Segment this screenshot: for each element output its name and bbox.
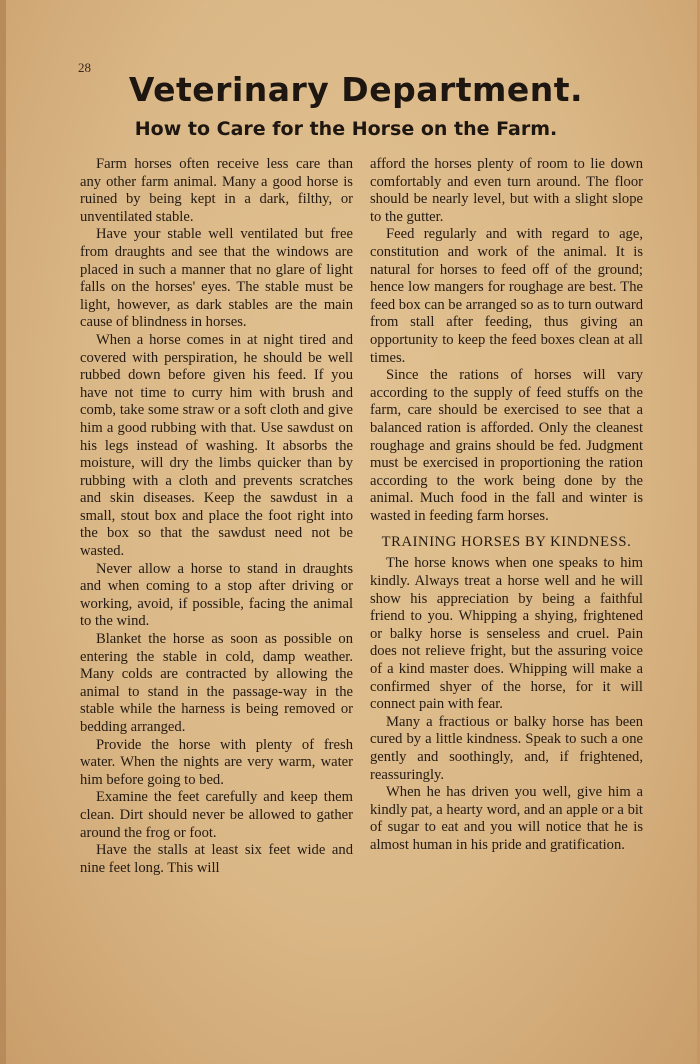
article-subtitle: How to Care for the Horse on the Farm. — [134, 118, 558, 140]
paragraph: When a horse comes in at night tired and covered with perspiration, he should be well rubbed down before given his feed. If you have not time to curry him with brush and comb, take some straw or a soft cloth and give him a good rubbing with that. Use sawdust on his legs instead of washing. It absorbs the moisture, will dry the limbs quicker than by rubbing with a cloth and prevents scratches and skin diseases. Keep the sawdust in a small, stout box and place the foot right into the box so that the sawdust need not be wasted. — [80, 331, 353, 560]
paragraph: Many a fractious or balky horse has been cured by a little kindness. Speak to such a one gently and soothingly, and, if frightened, reassuringly. — [370, 713, 643, 783]
paragraph: Never allow a horse to stand in draughts and when coming to a stop after driving or working, avoid, if possible, facing the animal to the wind. — [80, 560, 353, 630]
paragraph: Feed regularly and with regard to age, constitution and work of the animal. It is natural for horses to feed off of the ground; hence low mangers for roughage are best. The feed box can be arranged so as to turn outward from stall after feeding, thus giving an opportunity to keep the feed boxes clean at all times. — [370, 226, 643, 366]
paragraph: Have your stable well ventilated but free from draughts and see that the windows are placed in such a manner that no glare of light falls on the horses' eyes. The stable must be light, however, as dark stables are the main cause of blindness in horses. — [80, 226, 353, 331]
paragraph: afford the horses plenty of room to lie down comfortably and even turn around. The floor should be nearly level, but with a slight slope to the gutter. — [370, 156, 643, 225]
right-column — [370, 156, 643, 855]
paragraph: Examine the feet carefully and keep them clean. Dirt should never be allowed to gather around the frog or foot. — [80, 789, 353, 841]
page-title: Veterinary Department. — [128, 70, 584, 109]
paragraph: Since the rations of horses will vary according to the supply of feed stuffs on the farm, care should be exercised to see that a balanced ration is afforded. Only the cleanest roughage and grains should be fed. Judgment must be exercised in proportioning the ration according to the work being done by the animal. Much food in the fall and winter is wasted in feeding farm horses. — [370, 367, 643, 524]
paragraph: When he has driven you well, give him a kindly pat, a hearty word, and an apple or a bit of sugar to eat and you will notice that he is almost human in his pride and gratification. — [370, 784, 643, 853]
paragraph: Farm horses often receive less care than any other farm animal. Many a good horse is ruined by being kept in a dark, filthy, or unventilated stable. — [80, 156, 353, 225]
section-heading: TRAINING HORSES BY KINDNESS. — [381, 534, 632, 551]
paragraph: Provide the horse with plenty of fresh water. When the nights are very warm, water him before going to bed. — [80, 736, 353, 788]
paragraph: Blanket the horse as soon as possible on entering the stable in cold, damp weather. Many colds are contracted by allowing the animal to stand in the passage-way in the stable while the harness is being removed or bedding arranged. — [80, 631, 353, 735]
paragraph: Have the stalls at least six feet wide and nine feet long. This will — [80, 842, 353, 876]
left-column — [80, 156, 353, 877]
paragraph: The horse knows when one speaks to him kindly. Always treat a horse well and he will show his appreciation by being a faithful friend to you. Whipping a shying, frightened or balky horse is senseless and cruel. Pain does not relieve fright, but the assuring voice of a kind master does. Whipping will make a confirmed shyer of the horse, for it will connect pain with fear. — [370, 555, 643, 713]
page-number: 28 — [78, 60, 91, 75]
